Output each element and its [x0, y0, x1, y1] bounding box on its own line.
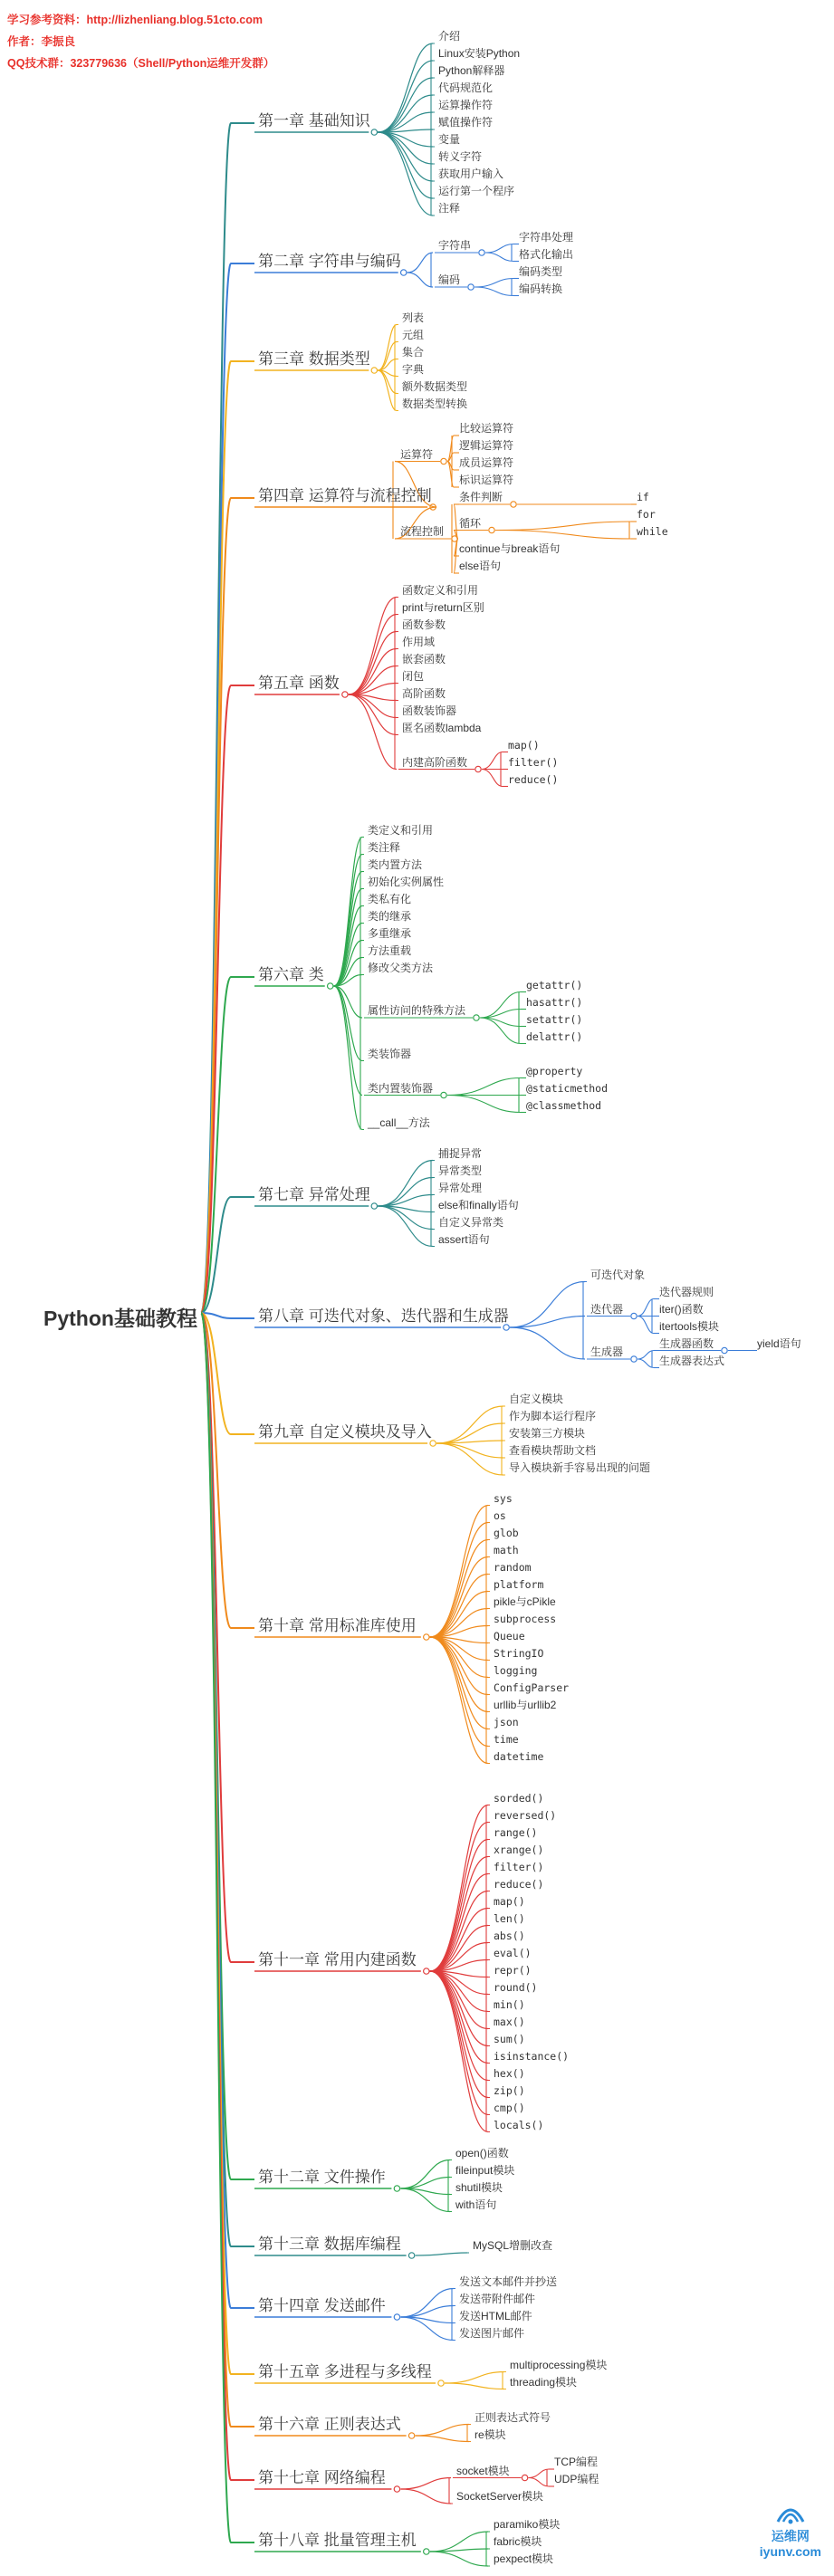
topic-node[interactable]: 代码规范化 — [438, 81, 494, 94]
chapter-collapse-toggle[interactable] — [424, 2549, 429, 2554]
chapter-collapse-toggle[interactable] — [371, 368, 377, 373]
topic-node[interactable]: __call__方法 — [368, 1116, 430, 1129]
chapter-collapse-toggle[interactable] — [408, 2253, 414, 2258]
topic-node[interactable]: zip() — [494, 2083, 525, 2097]
topic-node[interactable]: 赋值操作符 — [438, 116, 494, 129]
chapter-title[interactable]: 第二章 字符串与编码 — [258, 253, 401, 270]
topic-node[interactable]: with语句 — [455, 2198, 497, 2211]
topic-node[interactable]: 嵌套函数 — [402, 652, 446, 666]
topic-node[interactable]: 生成器函数 — [659, 1336, 714, 1350]
topic-node[interactable]: 内建高阶函数 — [402, 755, 468, 769]
topic-node[interactable]: 生成器表达式 — [659, 1354, 725, 1367]
topic-node[interactable]: 变量 — [438, 133, 461, 146]
topic-node[interactable]: xrange() — [494, 1843, 544, 1856]
topic-node[interactable]: shutil模块 — [455, 2180, 503, 2194]
topic-node[interactable]: math — [494, 1543, 519, 1556]
topic-node[interactable]: 异常处理 — [438, 1181, 483, 1194]
topic-node[interactable]: 编码 — [438, 273, 461, 286]
topic-node[interactable]: 方法重载 — [368, 943, 412, 957]
collapse-toggle[interactable] — [631, 1356, 637, 1362]
topic-node[interactable]: abs() — [494, 1929, 525, 1942]
topic-node[interactable]: delattr() — [526, 1029, 583, 1043]
topic-node[interactable]: 类内置方法 — [368, 857, 423, 871]
chapter-collapse-toggle[interactable] — [408, 2433, 414, 2438]
watermark-cn: 运维网 — [771, 2529, 810, 2543]
chapter-title[interactable]: 第四章 运算符与流程控制 — [258, 487, 432, 504]
topic-node[interactable]: map() — [494, 1894, 525, 1908]
topic-node[interactable]: 类装饰器 — [368, 1047, 412, 1060]
topic-node[interactable]: 发送带附件邮件 — [459, 2292, 536, 2305]
topic-node[interactable]: 正则表达式符号 — [475, 2410, 551, 2424]
chapter-title[interactable]: 第九章 自定义模块及导入 — [258, 1423, 432, 1441]
topic-node[interactable]: 运算符 — [400, 447, 434, 461]
topic-node[interactable]: if — [637, 491, 649, 503]
topic-node[interactable]: 数据类型转换 — [402, 397, 468, 410]
topic-node[interactable]: sum() — [494, 2032, 525, 2045]
author-line: 作者：李振良 — [7, 35, 76, 48]
topic-node[interactable]: platform — [494, 1577, 544, 1591]
collapse-toggle[interactable] — [479, 250, 484, 255]
topic-node[interactable]: len() — [494, 1911, 525, 1925]
chapter-title[interactable]: 第六章 类 — [258, 966, 324, 983]
topic-node[interactable]: 字符串处理 — [519, 230, 574, 244]
topic-node[interactable]: fabric模块 — [494, 2535, 542, 2548]
collapse-toggle[interactable] — [474, 1015, 479, 1020]
topic-node[interactable]: filter() — [494, 1860, 544, 1873]
topic-node[interactable]: repr() — [494, 1963, 532, 1977]
topic-node[interactable]: 函数装饰器 — [402, 704, 457, 717]
topic-node[interactable]: TCP编程 — [554, 2456, 599, 2468]
topic-node[interactable]: else语句 — [459, 560, 502, 572]
topic-node[interactable]: range() — [494, 1825, 538, 1839]
topic-node[interactable]: 循环 — [459, 516, 482, 530]
chapter-collapse-toggle[interactable] — [394, 2486, 399, 2492]
chapter-collapse-toggle[interactable] — [371, 129, 377, 135]
topic-node[interactable]: os — [494, 1508, 506, 1522]
chapter-collapse-toggle[interactable] — [401, 270, 407, 275]
topic-node[interactable]: else和finally语句 — [438, 1198, 519, 1211]
topic-node[interactable]: @staticmethod — [526, 1081, 609, 1095]
topic-node[interactable]: 集合 — [402, 345, 425, 359]
collapse-toggle[interactable] — [441, 458, 446, 464]
topic-node[interactable]: multiprocessing模块 — [510, 2358, 608, 2371]
topic-node[interactable]: 类私有化 — [368, 892, 412, 905]
topic-node[interactable]: threading模块 — [510, 2375, 578, 2389]
topic-node[interactable]: for — [637, 508, 656, 521]
chapter-title[interactable]: 第十五章 多进程与多线程 — [258, 2363, 432, 2380]
topic-node[interactable]: Linux安装Python — [438, 47, 521, 60]
topic-node[interactable]: assert语句 — [438, 1232, 490, 1246]
topic-node[interactable]: 多重继承 — [368, 926, 412, 940]
topic-node[interactable]: socket模块 — [456, 2464, 510, 2477]
topic-node[interactable]: 获取用户输入 — [438, 168, 504, 180]
topic-node[interactable]: Python解释器 — [438, 64, 505, 77]
chapter-title[interactable]: 第十三章 数据库编程 — [258, 2236, 401, 2253]
topic-node[interactable]: 安装第三方模块 — [509, 1427, 586, 1440]
collapse-toggle[interactable] — [441, 1092, 446, 1097]
topic-node[interactable]: 修改父类方法 — [368, 961, 434, 974]
topic-node[interactable]: 类定义和引用 — [368, 823, 434, 837]
topic-node[interactable]: setattr() — [526, 1012, 583, 1026]
topic-node[interactable]: paramiko模块 — [494, 2518, 561, 2531]
topic-node[interactable]: itertools模块 — [659, 1319, 720, 1333]
topic-node[interactable]: Queue — [494, 1629, 525, 1642]
reference-link[interactable]: 学习参考资料：http://lizhenliang.blog.51cto.com — [7, 14, 263, 26]
topic-node[interactable]: reduce() — [494, 1877, 544, 1891]
topic-node[interactable]: 运算操作符 — [438, 99, 494, 111]
topic-node[interactable]: 捕捉异常 — [438, 1146, 483, 1160]
topic-node[interactable]: UDP编程 — [554, 2473, 599, 2485]
topic-node[interactable]: isinstance() — [494, 2049, 570, 2063]
watermark — [760, 2504, 821, 2560]
topic-node[interactable]: iter()函数 — [659, 1302, 704, 1316]
chapter-title[interactable]: 第五章 函数 — [258, 675, 340, 692]
collapse-toggle[interactable] — [722, 1347, 727, 1353]
qq-group-line: QQ技术群：323779636（Shell/Python运维开发群） — [7, 57, 275, 70]
topic-node[interactable]: 运行第一个程序 — [438, 185, 515, 197]
topic-node[interactable]: sys — [494, 1491, 513, 1505]
topic-node[interactable]: 自定义模块 — [509, 1393, 564, 1405]
topic-node[interactable]: fileinput模块 — [455, 2163, 515, 2177]
collapse-toggle[interactable] — [468, 284, 474, 290]
topic-node[interactable]: 发送文本邮件并抄送 — [459, 2274, 558, 2288]
chapter-collapse-toggle[interactable] — [394, 2186, 399, 2191]
topic-node[interactable]: 类的继承 — [368, 909, 412, 923]
topic-node[interactable]: json — [494, 1715, 519, 1729]
topic-node[interactable]: 类内置装饰器 — [368, 1081, 434, 1095]
collapse-toggle[interactable] — [522, 2475, 527, 2480]
collapse-toggle[interactable] — [631, 1313, 637, 1318]
topic-node[interactable]: glob — [494, 1526, 519, 1539]
chapter-collapse-toggle[interactable] — [424, 1968, 429, 1974]
chapter-collapse-toggle[interactable] — [342, 692, 348, 697]
topic-node[interactable]: 字符串 — [438, 239, 472, 252]
topic-node[interactable]: filter() — [508, 755, 559, 769]
topic-node[interactable]: urllib与urllib2 — [494, 1698, 557, 1711]
topic-node[interactable]: 匿名函数lambda — [402, 721, 482, 734]
topic-node[interactable]: 类注释 — [368, 840, 401, 854]
collapse-toggle[interactable] — [511, 502, 516, 507]
topic-node[interactable]: eval() — [494, 1946, 532, 1959]
topic-node[interactable]: 成员运算符 — [459, 456, 514, 469]
topic-node[interactable]: map() — [508, 738, 540, 752]
chapter-collapse-toggle[interactable] — [424, 1634, 429, 1640]
topic-node[interactable]: continue与break语句 — [459, 542, 561, 555]
topic-node[interactable]: 编码转换 — [519, 282, 563, 295]
topic-node[interactable]: 作用域 — [402, 635, 436, 648]
chapter-collapse-toggle[interactable] — [438, 2380, 444, 2386]
topic-node[interactable]: getattr() — [526, 978, 583, 991]
topic-node[interactable]: 迭代器规则 — [659, 1285, 714, 1298]
chapter-title[interactable]: 第十四章 发送邮件 — [258, 2297, 386, 2314]
chapter-title[interactable]: 第十章 常用标准库使用 — [258, 1617, 417, 1634]
topic-node[interactable]: 属性访问的特殊方法 — [368, 1004, 466, 1017]
chapter-title[interactable]: 第十一章 常用内建函数 — [258, 1951, 417, 1968]
topic-node[interactable]: 格式化输出 — [519, 247, 574, 261]
topic-node[interactable]: 高阶函数 — [402, 686, 446, 700]
topic-node[interactable]: 闭包 — [402, 669, 425, 683]
topic-node[interactable]: pexpect模块 — [494, 2552, 554, 2565]
topic-node[interactable]: 转义字符 — [438, 150, 483, 163]
chapter-title[interactable]: 第十七章 网络编程 — [258, 2469, 386, 2486]
topic-node[interactable]: hex() — [494, 2066, 525, 2080]
chapter-title[interactable]: 第一章 基础知识 — [258, 112, 370, 129]
topic-node[interactable]: 自定义异常类 — [438, 1215, 504, 1229]
topic-node[interactable]: random — [494, 1560, 532, 1574]
chapter-title[interactable]: 第十六章 正则表达式 — [258, 2416, 401, 2433]
topic-node[interactable]: round() — [494, 1980, 538, 1994]
topic-node[interactable]: 异常类型 — [438, 1164, 483, 1177]
topic-node[interactable]: hasattr() — [526, 995, 583, 1009]
topic-node[interactable]: 比较运算符 — [459, 422, 514, 435]
topic-node[interactable]: ConfigParser — [494, 1681, 570, 1694]
topic-node[interactable]: while — [637, 525, 668, 538]
topic-node[interactable]: re模块 — [475, 2428, 506, 2441]
chapter-title[interactable]: 第十二章 文件操作 — [258, 2169, 386, 2186]
topic-node[interactable]: 介绍 — [438, 30, 461, 43]
topic-node[interactable]: StringIO — [494, 1646, 544, 1660]
topic-node[interactable]: 流程控制 — [400, 525, 445, 538]
topic-node[interactable]: @property — [526, 1064, 583, 1077]
collapse-toggle[interactable] — [475, 766, 481, 771]
topic-node[interactable]: max() — [494, 2015, 525, 2028]
topic-node[interactable]: time — [494, 1732, 519, 1746]
chapter-collapse-toggle[interactable] — [394, 2314, 399, 2320]
root-topic: Python基础教程 — [43, 1307, 197, 1330]
topic-node[interactable]: 发送HTML邮件 — [459, 2309, 532, 2322]
topic-node[interactable]: 导入模块新手容易出现的问题 — [509, 1461, 651, 1474]
topic-node[interactable]: 函数参数 — [402, 618, 446, 631]
topic-node[interactable]: datetime — [494, 1749, 544, 1763]
topic-node[interactable]: yield语句 — [757, 1336, 801, 1350]
topic-node[interactable]: reduce() — [508, 772, 559, 786]
chapter-title[interactable]: 第十八章 批量管理主机 — [258, 2532, 417, 2549]
topic-node[interactable]: pikle与cPikle — [494, 1594, 556, 1608]
topic-node[interactable]: 生成器 — [590, 1345, 624, 1358]
topic-node[interactable]: MySQL增删改查 — [473, 2239, 553, 2252]
topic-node[interactable]: 额外数据类型 — [402, 379, 468, 393]
topic-node[interactable]: 逻辑运算符 — [459, 439, 514, 452]
topic-node[interactable]: min() — [494, 1997, 525, 2011]
chapter-title[interactable]: 第三章 数据类型 — [258, 350, 370, 368]
topic-node[interactable]: 查看模块帮助文档 — [509, 1444, 597, 1457]
topic-node[interactable]: 元组 — [402, 328, 425, 341]
chapter-title[interactable]: 第七章 异常处理 — [258, 1186, 370, 1203]
topic-node[interactable]: 字典 — [402, 362, 425, 376]
topic-node[interactable]: sorded() — [494, 1791, 544, 1805]
topic-node[interactable]: print与return区别 — [402, 600, 484, 614]
topic-node[interactable]: reversed() — [494, 1808, 557, 1822]
topic-node[interactable]: 条件判断 — [459, 491, 503, 503]
topic-node[interactable]: @classmethod — [526, 1098, 602, 1112]
topic-node[interactable]: 函数定义和引用 — [402, 583, 479, 597]
topic-node[interactable]: locals() — [494, 2118, 544, 2131]
watermark-url: iyunv.com — [759, 2544, 821, 2559]
topic-node[interactable]: 初始化实例属性 — [368, 875, 445, 888]
topic-node[interactable]: 迭代器 — [590, 1302, 624, 1316]
topic-node[interactable]: SocketServer模块 — [456, 2490, 544, 2503]
topic-node[interactable]: 发送图片邮件 — [459, 2326, 525, 2340]
collapse-toggle[interactable] — [489, 527, 494, 532]
topic-node[interactable]: 注释 — [438, 202, 461, 215]
topic-node[interactable]: 可迭代对象 — [590, 1268, 646, 1281]
topic-node[interactable]: logging — [494, 1663, 538, 1677]
topic-node[interactable]: 编码类型 — [519, 264, 563, 278]
chapter-collapse-toggle[interactable] — [328, 983, 333, 989]
topic-node[interactable]: 作为脚本运行程序 — [509, 1410, 597, 1422]
topic-node[interactable]: cmp() — [494, 2101, 525, 2114]
topic-node[interactable]: subprocess — [494, 1612, 557, 1625]
chapter-title[interactable]: 第八章 可迭代对象、迭代器和生成器 — [258, 1307, 509, 1325]
topic-node[interactable]: 标识运算符 — [459, 474, 514, 486]
topic-node[interactable]: open()函数 — [455, 2146, 509, 2159]
logo-icon — [775, 2504, 806, 2527]
topic-node[interactable]: 列表 — [402, 311, 425, 324]
chapter-collapse-toggle[interactable] — [371, 1203, 377, 1209]
